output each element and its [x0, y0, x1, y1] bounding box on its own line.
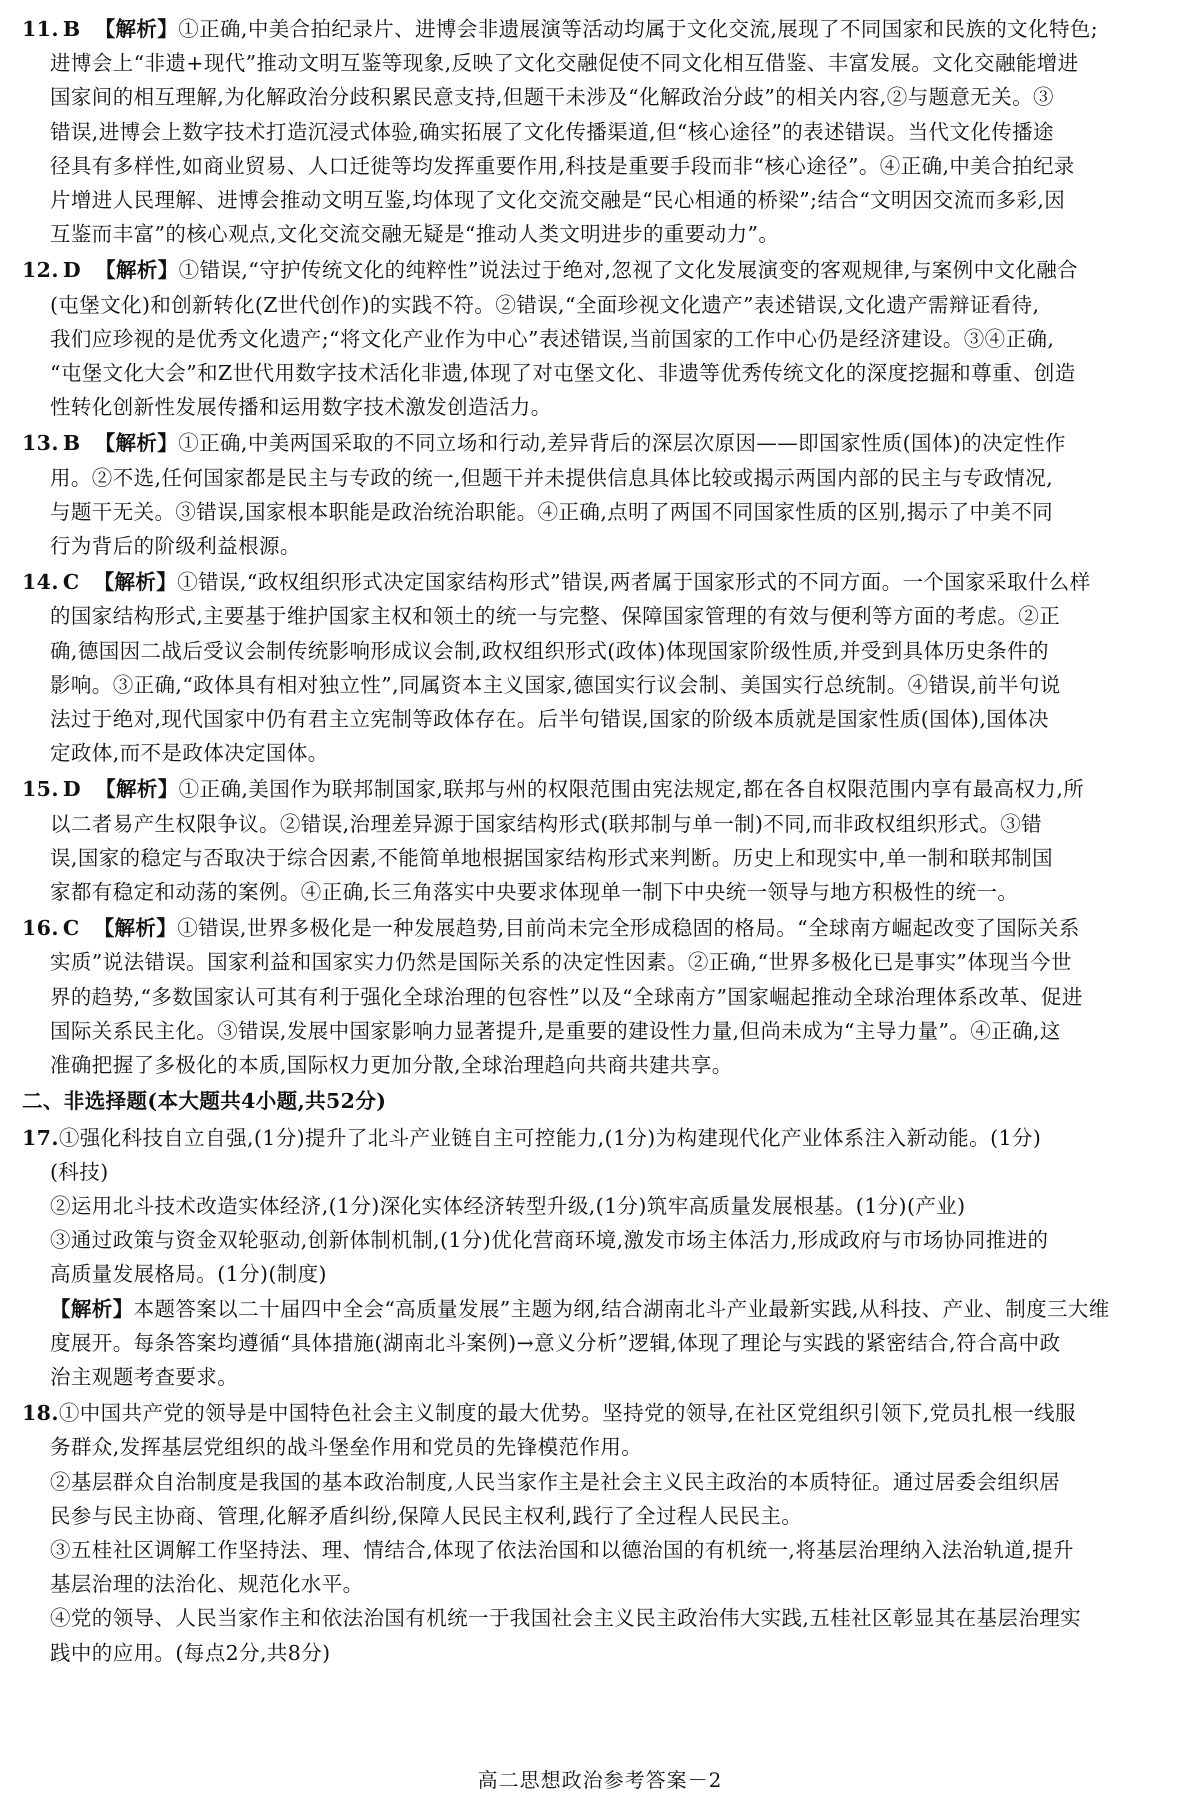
text-line: 性转化创新性发展传播和运用数字技术激发创造活力。: [50, 395, 552, 420]
text-line: ②基层群众自治制度是我国的基本政治制度,人民当家作主是社会主义民主政治的本质特征。通过居委会组织居: [50, 1469, 1061, 1494]
text-line: 本题答案以二十届四中全会“高质量发展”主题为纲,结合湖南北斗产业最新实践,从科技、产业、制度三大维: [133, 1296, 1110, 1321]
text-line: 准确把握了多极化的本质,国际权力更加分散,全球治理趋向共商共建共享。: [50, 1053, 733, 1078]
question-12: [22, 253, 1178, 424]
text-line: 径具有多样性,如商业贸易、人口迁徙等均发挥重要作用,科技是重要手段而非“核心途径”。④正确,中美合拍纪录: [50, 153, 1075, 178]
text-line: 定政体,而不是政体决定国体。: [50, 741, 329, 766]
text-line: 务群众,发挥基层党组织的战斗堡垒作用和党员的先锋模范作用。: [50, 1435, 643, 1460]
question-17: [22, 1121, 1178, 1395]
question-number: 14.: [22, 570, 59, 595]
analysis-tag: 【解析】: [93, 570, 178, 595]
text-line: 高质量发展格局。(1分)(制度): [50, 1262, 327, 1287]
analysis-tag: 【解析】: [50, 1296, 134, 1321]
text-line: 与题干无关。③错误,国家根本职能是政治统治职能。④正确,点明了两国不同国家性质的区别,揭示了中美不同: [50, 499, 1054, 524]
text-line: 法过于绝对,现代国家中仍有君主立宪制等政体存在。后半句错误,国家的阶级本质就是国家性质(国体),国体决: [50, 707, 1049, 732]
text-line: 以二者易产生权限争议。②错误,治理差异源于国家结构形式(联邦制与单一制)不同,而非政权组织形式。③错: [50, 811, 1043, 836]
question-number: 15.: [22, 777, 59, 802]
answer-letter: B: [62, 17, 81, 41]
question-11: [22, 12, 1178, 251]
text-line: 误,国家的稳定与否取决于综合因素,不能简单地根据国家结构形式来判断。历史上和现实中,单一制和联邦制国: [50, 845, 1054, 870]
answer-letter: D: [62, 258, 82, 283]
answer-letter: D: [62, 777, 82, 802]
text-line: ②运用北斗技术改造实体经济,(1分)深化实体经济转型升级,(1分)筑牢高质量发展根基。(1分)(产业): [50, 1193, 966, 1218]
text-line: ①正确,中美合拍纪录片、进博会非遗展演等活动均属于文化交流,展现了不同国家和民族的文化特色;: [178, 17, 1099, 41]
text-line: ①错误,“政权组织形式决定国家结构形式”错误,两者属于国家形式的不同方面。一个国家采取什么样: [177, 570, 1091, 595]
analysis-tag: 【解析】: [94, 431, 179, 456]
text-line: 界的趋势,“多数国家认可其有利于强化全球治理的包容性”以及“全球南方”国家崛起推动全球治理体系改革、促进: [50, 984, 1083, 1009]
analysis-tag: 【解析】: [95, 258, 179, 283]
text-line: (科技): [50, 1159, 109, 1184]
text-line: 确,德国因二战后受议会制传统影响形成议会制,政权组织形式(政体)体现国家阶级性质,并受到具体历史条件的: [50, 638, 1049, 663]
text-line: “屯堡文化大会”和Z世代用数字技术活化非遗,体现了对屯堡文化、非遗等优秀传统文化的深度挖掘和尊重、创造: [50, 361, 1076, 386]
section-heading: 二、非选择题(本大题共4小题,共52分): [22, 1089, 387, 1114]
text-line: ④党的领导、人民当家作主和依法治国有机统一于我国社会主义民主政治伟大实践,五桂社区彰显其在基层治理实: [50, 1606, 1082, 1631]
text-line: 进博会上“非遗+现代”推动文明互鉴等现象,反映了文化交融促使不同文化相互借鉴、丰富发展。文化交融能增进: [50, 51, 1079, 76]
question-15: [22, 772, 1178, 909]
question-number: 18.: [22, 1401, 59, 1426]
question-16: [22, 911, 1178, 1082]
text-line: 治主观题考查要求。: [50, 1364, 239, 1389]
text-line: ③通过政策与资金双轮驱动,创新体制机制,(1分)优化营商环境,激发市场主体活力,形成政府与市场协同推进的: [50, 1228, 1049, 1253]
text-line: (屯堡文化)和创新转化(Z世代创作)的实践不符。②错误,“全面珍视文化遗产”表述错误,文化遗产需辩证看待,: [50, 292, 1040, 317]
text-line: ③五桂社区调解工作坚持法、理、情结合,体现了依法治国和以德治国的有机统一,将基层治理纳入法治轨道,提升: [50, 1537, 1074, 1562]
question-number: 11.: [22, 17, 59, 41]
analysis-tag: 【解析】: [93, 916, 178, 941]
text-line: 影响。③正确,“政体具有相对独立性”,同属资本主义国家,德国实行议会制、美国实行总统制。④错误,前半句说: [50, 672, 1061, 697]
answer-letter: C: [62, 916, 80, 941]
question-14: [22, 565, 1178, 770]
analysis-tag: 【解析】: [95, 777, 179, 802]
text-line: 错误,进博会上数字技术打造沉浸式体验,确实拓展了文化传播渠道,但“核心途径”的表述错误。当代文化传播途: [50, 119, 1054, 144]
question-number: 13.: [22, 431, 59, 456]
text-line: 家都有稳定和动荡的案例。④正确,长三角落实中央要求体现单一制下中央统一领导与地方积极性的统一。: [50, 880, 1019, 905]
text-line: 互鉴而丰富”的核心观点,文化交流交融无疑是“推动人类文明进步的重要动力”。: [50, 222, 780, 247]
text-line: 践中的应用。(每点2分,共8分): [50, 1640, 331, 1665]
answer-letter: B: [62, 431, 81, 456]
question-number: 17.: [22, 1125, 59, 1150]
analysis-tag: 【解析】: [94, 17, 179, 41]
page-footer: 高二思想政治参考答案－2: [477, 1768, 723, 1792]
text-line: 民参与民主协商、管理,化解矛盾纠纷,保障人民民主权利,践行了全过程人民民主。: [50, 1503, 803, 1528]
text-line: ①中国共产党的领导是中国特色社会主义制度的最大优势。坚持党的领导,在社区党组织引领下,党员扎根一线服: [58, 1401, 1076, 1426]
text-line: 的国家结构形式,主要基于维护国家主权和领土的统一与完整、保障国家管理的有效与便利等方面的考虑。②正: [50, 604, 1061, 629]
text-line: 基层治理的法治化、规范化水平。: [50, 1572, 364, 1597]
text-line: ①正确,美国作为联邦制国家,联邦与州的权限范围由宪法规定,都在各自权限范围内享有最高权力,所: [178, 777, 1085, 802]
answer-letter: C: [62, 570, 80, 595]
question-number: 12.: [22, 258, 59, 283]
text-line: 我们应珍视的是优秀文化遗产;“将文化产业作为中心”表述错误,当前国家的工作中心仍是经济建设。③④正确,: [50, 326, 1055, 351]
text-line: ①强化科技自立自强,(1分)提升了北斗产业链自主可控能力,(1分)为构建现代化产业体系注入新动能。(1分): [58, 1125, 1042, 1150]
question-13: [22, 426, 1178, 563]
text-line: ①正确,中美两国采取的不同立场和行动,差异背后的深层次原因——即国家性质(国体)的决定性作: [178, 431, 1066, 456]
text-line: 实质”说法错误。国家利益和国家实力仍然是国际关系的决定性因素。②正确,“世界多极化已是事实”体现当今世: [50, 950, 1072, 975]
text-line: 国际关系民主化。③错误,发展中国家影响力显著提升,是重要的建设性力量,但尚未成为“主导力量”。④正确,这: [50, 1018, 1061, 1043]
question-18: [22, 1396, 1178, 1670]
text-line: 片增进人民理解、进博会推动文明互鉴,均体现了文化交流交融是“民心相通的桥梁”;结合“文明因交流而多彩,因: [50, 188, 1066, 213]
text-line: ①错误,世界多极化是一种发展趋势,目前尚未完全形成稳固的格局。“全球南方崛起改变了国际关系: [177, 916, 1080, 941]
text-line: 国家间的相互理解,为化解政治分歧积累民意支持,但题干未涉及“化解政治分歧”的相关内容,②与题意无关。③: [50, 85, 1054, 110]
text-line: 度展开。每条答案均遵循“具体措施(湖南北斗案例)→意义分析”逻辑,体现了理论与实践的紧密结合,符合高中政: [50, 1330, 1061, 1355]
text-line: ①错误,“守护传统文化的纯粹性”说法过于绝对,忽视了文化发展演变的客观规律,与案例中文化融合: [178, 258, 1079, 283]
question-number: 16.: [22, 916, 59, 941]
text-line: 行为背后的阶级利益根源。: [50, 534, 301, 559]
text-line: 用。②不选,任何国家都是民主与专政的统一,但题干并未提供信息具体比较或揭示两国内部的民主与专政情况,: [50, 465, 1054, 490]
